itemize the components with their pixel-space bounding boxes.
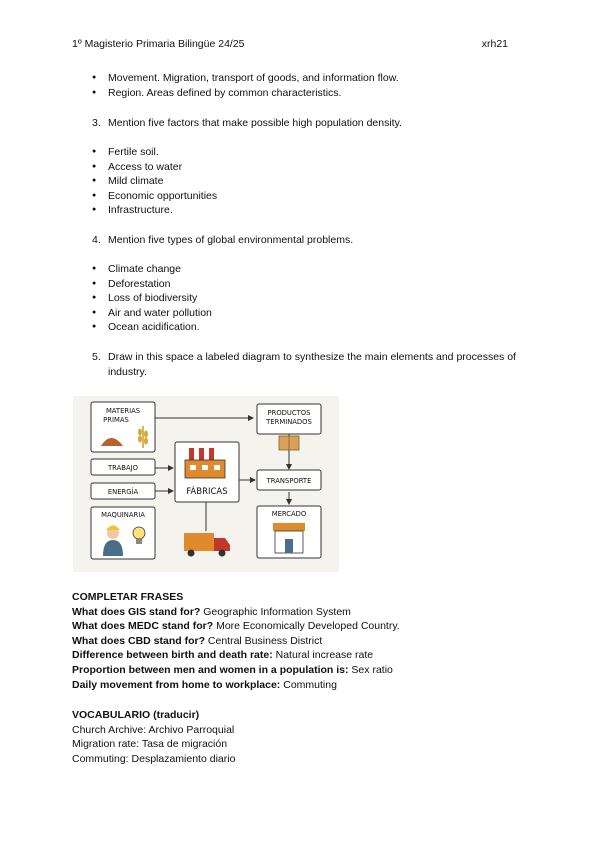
- section-title: VOCABULARIO (traducir): [72, 709, 200, 721]
- list-item: ● Access to water: [92, 160, 217, 175]
- question-5: [92, 350, 532, 379]
- qa-question: What does GIS stand for?: [72, 605, 201, 618]
- energy-label: ENERGÍA: [107, 488, 139, 496]
- question-3: [92, 116, 532, 131]
- qa-row: [72, 634, 400, 649]
- question-text: Mention five types of global environmental problems.: [108, 234, 354, 246]
- qa-question: What does CBD stand for?: [72, 634, 205, 647]
- industry-diagram: [73, 396, 339, 572]
- qa-row: [72, 663, 400, 678]
- list-item: ● Mild climate: [92, 174, 217, 189]
- box-icon: [279, 436, 299, 450]
- list-item: ● Air and water pollution: [92, 306, 212, 321]
- qa-answer: Natural increase rate: [272, 649, 374, 662]
- machinery-label: MAQUINARIA: [101, 511, 145, 519]
- qa-question: Difference between birth and death rate:: [72, 649, 273, 662]
- factory-label: FÁBRICAS: [186, 487, 228, 497]
- qa-row: [72, 619, 400, 634]
- section-title: COMPLETAR FRASES: [72, 591, 184, 603]
- qa-answer: Central Business District: [205, 634, 323, 647]
- list-item: ● Loss of biodiversity: [92, 291, 212, 306]
- qa-answer: More Economically Developed Country.: [213, 620, 400, 633]
- labor-label: TRABAJO: [108, 464, 138, 472]
- course-title: 1º Magisterio Primaria Bilingüe 24/25: [72, 38, 245, 50]
- transport-label: TRANSPORTE: [266, 477, 312, 485]
- list-item: ● Ocean acidification.: [92, 320, 212, 335]
- vocab-item: Commuting: Desplazamiento diario: [72, 752, 236, 765]
- question-text: Mention five factors that make possible high population density.: [108, 117, 402, 129]
- raw-materials-label-1: MATERIAS: [105, 407, 141, 415]
- question-number: 4.: [92, 234, 101, 246]
- store-icon: [273, 523, 305, 553]
- truck-icon: [184, 533, 230, 557]
- completar-frases: [72, 590, 400, 692]
- question-number: 3.: [92, 117, 101, 129]
- finished-products-label-1: PRODUCTOS: [267, 409, 311, 417]
- themes-list: [92, 71, 399, 100]
- qa-answer: Geographic Information System: [200, 605, 351, 618]
- list-item: ● Fertile soil.: [92, 145, 217, 160]
- problems-list: [92, 262, 212, 335]
- qa-answer: Commuting: [280, 678, 337, 691]
- list-item: ● Deforestation: [92, 277, 212, 292]
- list-item: ● Movement. Migration, transport of goods, and information flow.: [92, 71, 399, 86]
- qa-row: [72, 605, 400, 620]
- finished-products-label-2: TERMINADOS: [266, 418, 312, 426]
- list-item: ● Infrastructure.: [92, 203, 217, 218]
- raw-materials-label-2: PRIMAS: [103, 416, 129, 424]
- qa-row: [72, 648, 400, 663]
- question-text: Draw in this space a labeled diagram to synthesize the main elements and processes of industry.: [108, 351, 516, 378]
- vocabulario: [72, 708, 235, 766]
- question-number: 5.: [92, 351, 101, 363]
- author-code: xrh21: [481, 38, 508, 50]
- list-item: ● Economic opportunities: [92, 189, 217, 204]
- vocab-item: Church Archive: Archivo Parroquial: [72, 723, 235, 736]
- qa-row: [72, 678, 400, 693]
- list-item: ● Region. Areas defined by common characteristics.: [92, 86, 399, 101]
- qa-question: What does MEDC stand for?: [72, 620, 214, 633]
- industry-diagram-svg: [73, 396, 339, 572]
- qa-question: Proportion between men and women in a population is:: [72, 663, 349, 676]
- list-item: ● Climate change: [92, 262, 212, 277]
- qa-answer: Sex ratio: [348, 663, 393, 676]
- question-4: [92, 233, 532, 248]
- qa-question: Daily movement from home to workplace:: [72, 678, 281, 691]
- market-label: MERCADO: [271, 510, 307, 518]
- page-header: [72, 38, 508, 50]
- vocab-item: Migration rate: Tasa de migración: [72, 738, 228, 751]
- factors-list: [92, 145, 217, 218]
